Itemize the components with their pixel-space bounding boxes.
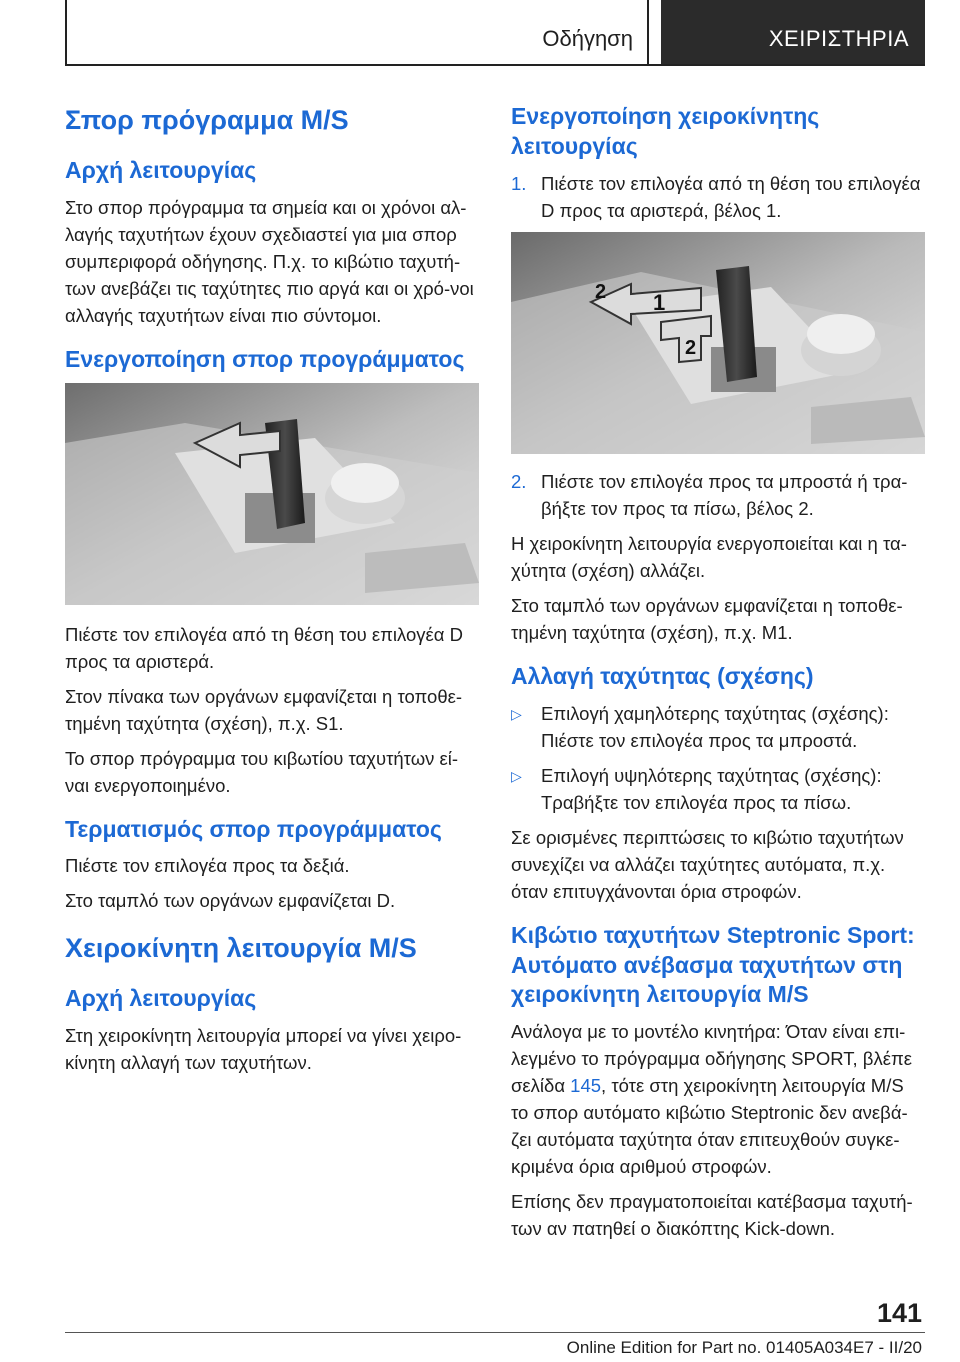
manual-activated-text: Η χειροκίνητη λειτουργία ενεργοποιείται και η τα-χύτητα (σχέση) αλλάζει. (511, 532, 907, 581)
page-number: 141 (876, 1298, 922, 1328)
bullet-upshift (511, 762, 925, 816)
chapter-tab-label: ΧΕΙΡΙΣΤΗΡΙΑ (768, 26, 909, 51)
end-sport-heading: Τερματισμός σπορ προγράμματος (65, 815, 442, 842)
step-2-number: 2. (511, 470, 527, 492)
bullet-upshift-text: Επιλογή υψηλότερης ταχύτητας (σχέσης): Τραβήξτε τον επιλογέα προς τα πίσω. (541, 764, 882, 813)
activate-sport-heading: Ενεργοποίηση σπορ προγράμματος (65, 345, 465, 372)
page-145-link[interactable]: 145 (570, 1075, 602, 1097)
header-rule (65, 64, 925, 66)
section-tab (65, 0, 649, 64)
manual-display-text: Στο ταμπλό των οργάνων εμφανίζεται η τοποθε-τημένη ταχύτητα (σχέση), π.χ. M1. (511, 594, 903, 643)
step-1-text: Πιέστε τον επιλογέα από τη θέση του επιλογέα D προς τα αριστερά, βέλος 1. (541, 172, 921, 221)
step-2-text: Πιέστε τον επιλογέα προς τα μπροστά ή τρα-βήξτε τον προς τα πίσω, βέλος 2. (541, 470, 908, 519)
arrow-2a-label: 2 (595, 280, 607, 303)
principle-heading: Αρχή λειτουργίας (65, 156, 257, 183)
steptronic-sport-text (511, 1018, 925, 1180)
auto-shift-note: Σε ορισμένες περιπτώσεις το κιβώτιο ταχυτήτων συνεχίζει να αλλάζει ταχύτητες αυτόματα, π.χ. όταν επιτυγχάνονται όρια στροφών. (511, 826, 904, 902)
gear-selector-photo-manual (511, 232, 925, 454)
end-sport-step: Πιέστε τον επιλογέα προς τα δεξιά. (65, 855, 350, 877)
kickdown-text: Επίσης δεν πραγματοποιείται κατέβασμα ταχυτή-των αν πατηθεί ο διακόπτης Kick-down. (511, 1191, 913, 1240)
step-1-number: 1. (511, 172, 527, 194)
right-column (511, 96, 925, 1250)
manual-mode-title: Χειροκίνητη λειτουργία M/S (65, 933, 417, 964)
manual-principle-heading: Αρχή λειτουργίας (65, 985, 257, 1012)
steptronic-text-b: , τότε στη χειροκίνητη λειτουργία M/S το σπορ αυτόματο κιβώτιο Steptronic δεν ανεβά-ζει αυτόματα ταχύτητα όταν επιτευχθούν συγκε-κριμένα όρια αριθμού στροφών. (511, 1075, 908, 1178)
activate-manual-heading: Ενεργοποίηση χειροκίνητης λειτουργίας (511, 103, 820, 159)
end-sport-display: Στο ταμπλό των οργάνων εμφανίζεται D. (65, 890, 396, 912)
sport-program-title: Σπορ πρόγραμμα M/S (65, 105, 349, 135)
footer-rule (65, 1332, 925, 1333)
step-1 (511, 170, 925, 224)
activate-sport-result: Το σπορ πρόγραμμα του κιβωτίου ταχυτήτων εί-ναι ενεργοποιημένο. (65, 747, 459, 796)
bullet-downshift (511, 700, 925, 754)
arrow-1-label: 1 (653, 289, 666, 315)
bullet-triangle-icon: ▷ (511, 767, 522, 784)
bullet-triangle-icon: ▷ (511, 705, 522, 722)
principle-text: Στο σπορ πρόγραμμα τα σημεία και οι χρόνοι αλ-λαγής ταχυτήτων έχουν σχεδιαστεί για μια σπορ συμπεριφορά οδήγησης. Π.χ. το κιβώτιο ταχυτή-των ανεβάζει τις ταχύτητες πιο αργά και οι χρό-νοι αλλαγής ταχυτήτων είναι πιο σύντομοι. (65, 196, 474, 326)
gear-selector-photo-sport (65, 383, 479, 605)
chapter-tab (661, 0, 925, 64)
left-column (65, 96, 479, 1084)
manual-principle-text: Στη χειροκίνητη λειτουργία μπορεί να γίνει χειρο-κίνητη αλλαγή των ταχυτήτων. (65, 1025, 462, 1074)
bullet-downshift-text: Επιλογή χαμηλότερης ταχύτητας (σχέσης): Πιέστε τον επιλογέα προς τα μπροστά. (541, 702, 889, 751)
activate-sport-step: Πιέστε τον επιλογέα από τη θέση του επιλογέα D προς τα αριστερά. (65, 623, 463, 672)
step-2 (511, 468, 925, 522)
edition-footer: Online Edition for Part no. 01405A034E7 - II/20 (566, 1338, 922, 1357)
gear-change-heading: Αλλαγή ταχύτητας (σχέσης) (511, 662, 814, 689)
steptronic-text-a: Ανάλογα με το μοντέλο κινητήρα: Όταν είναι επι-λεγμένο το πρόγραμμα οδήγησης SPORT, βλέπε σελίδα (511, 1021, 912, 1097)
steptronic-sport-heading: Κιβώτιο ταχυτήτων Steptronic Sport: Αυτόματο ανέβασμα ταχυτήτων στη χειροκίνητη λειτουργία M/S (511, 921, 915, 1008)
activate-sport-display: Στον πίνακα των οργάνων εμφανίζεται η τοποθε-τημένη ταχύτητα (σχέση), π.χ. S1. (65, 685, 463, 734)
section-tab-label: Οδήγηση (542, 26, 633, 51)
arrow-2b-label: 2 (685, 336, 697, 359)
